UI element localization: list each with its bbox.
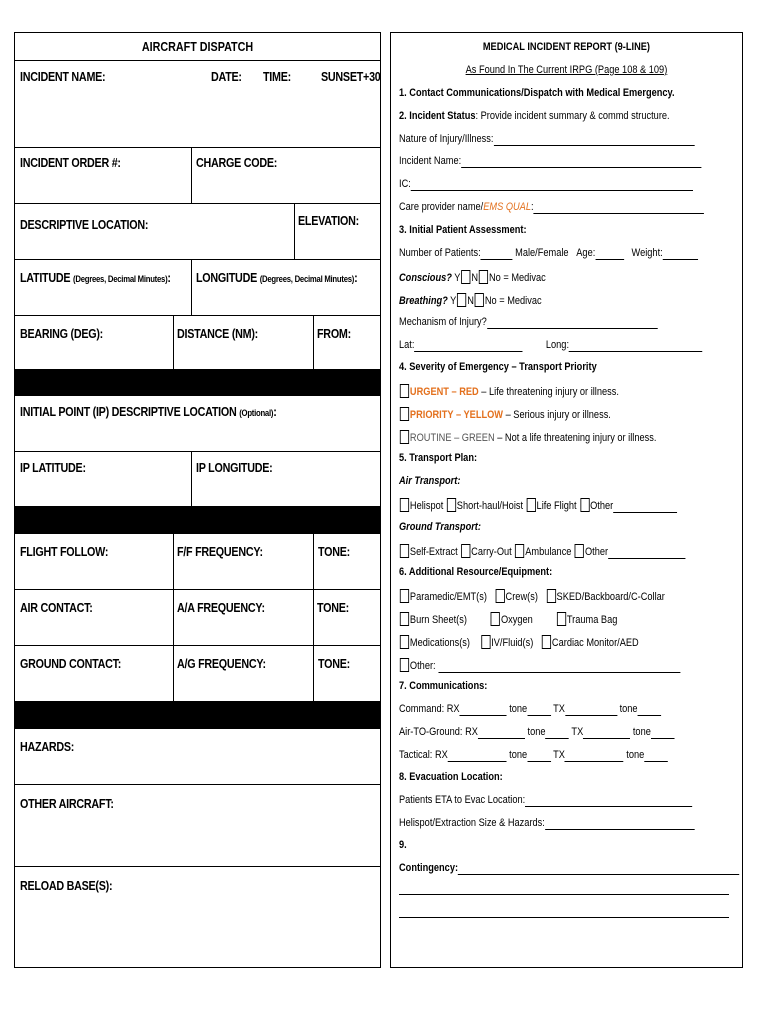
step-8: 8. Evacuation Location: (399, 771, 503, 783)
elevation-cell (294, 204, 382, 259)
iv-fluids-checkbox[interactable] (481, 635, 490, 649)
resource-other-checkbox[interactable] (400, 658, 409, 672)
ic-field[interactable] (411, 180, 693, 191)
lat-long-row (15, 259, 380, 315)
aa-frequency-label: A/A FREQUENCY: (177, 601, 265, 615)
trauma-bag-checkbox[interactable] (557, 612, 566, 626)
ground-other-checkbox[interactable] (575, 544, 584, 558)
care-provider-field[interactable] (534, 203, 705, 214)
ambulance-checkbox[interactable] (515, 544, 524, 558)
routine-checkbox[interactable] (400, 430, 409, 444)
tactical-rx-field[interactable] (448, 751, 507, 762)
longitude-cell (191, 260, 382, 315)
section-divider (15, 369, 380, 395)
short-haul-checkbox[interactable] (447, 498, 456, 512)
distance-label: DISTANCE (NM): (177, 327, 258, 341)
num-patients-field[interactable] (481, 249, 513, 260)
step-5: 5. Transport Plan: (399, 452, 478, 464)
incident-name-line: Incident Name: (399, 155, 701, 168)
patients-eta-line: Patients ETA to Evac Location: (399, 794, 692, 807)
aircraft-dispatch-title: AIRCRAFT DISPATCH (141, 40, 254, 54)
elevation-label: ELEVATION: (298, 214, 359, 228)
age-field[interactable] (595, 249, 624, 260)
life-flight-checkbox[interactable] (526, 498, 535, 512)
conscious-line: Conscious? Y N No = Medivac (399, 272, 546, 284)
incident-order-row (15, 147, 380, 203)
paramedic-checkbox[interactable] (400, 589, 409, 603)
step-3: 3. Initial Patient Assessment: (399, 224, 527, 236)
step-1: 1. Contact Communications/Dispatch with Medical Emergency. (399, 87, 675, 99)
lat-long-line: Lat: Long: (399, 339, 703, 352)
tone-label: TONE: (317, 601, 349, 615)
tactical-tx-tone-field[interactable] (644, 751, 668, 762)
routine-option: ROUTINE – GREEN – Not a life threatening injury or illness. (399, 430, 656, 445)
ag-frequency-label: A/G FREQUENCY: (177, 657, 266, 671)
tone-label: TONE: (318, 545, 350, 559)
ip-longitude-label: IP LONGITUDE: (196, 461, 273, 475)
hazards-row (15, 728, 380, 784)
ff-frequency-cell (173, 534, 313, 589)
hazards-label: HAZARDS: (20, 740, 75, 754)
air-other-field[interactable] (613, 502, 677, 513)
mechanism-field[interactable] (487, 318, 658, 329)
contingency-line-3[interactable] (399, 917, 729, 918)
resource-other-field[interactable] (438, 662, 680, 673)
mechanism-line: Mechanism of Injury? (399, 316, 657, 329)
ground-contact-label: GROUND CONTACT: (20, 657, 122, 671)
bearing-label: BEARING (DEG): (20, 327, 103, 341)
tactical-comm-line: Tactical: RX tone TX tone (399, 749, 668, 762)
step-2: 2. Incident Status: Provide incident summary & commd structure. (399, 110, 670, 122)
cardiac-monitor-checkbox[interactable] (542, 635, 551, 649)
urgent-checkbox[interactable] (400, 384, 409, 398)
oxygen-checkbox[interactable] (491, 612, 500, 626)
helispot-size-line: Helispot/Extraction Size & Hazards: (399, 817, 694, 830)
breathing-no-checkbox[interactable] (475, 293, 484, 307)
medical-incident-report-form (390, 32, 743, 968)
sunset-label: SUNSET+30 (321, 70, 381, 84)
nature-field[interactable] (494, 135, 695, 146)
from-label: FROM: (317, 327, 351, 341)
contingency-field[interactable] (458, 864, 739, 875)
air-contact-label: AIR CONTACT: (20, 601, 93, 615)
ground-transport-options: Self-Extract Carry-Out Ambulance Other (399, 544, 685, 559)
descriptive-location-row (15, 203, 380, 259)
tactical-tx-field[interactable] (565, 751, 624, 762)
flight-follow-label: FLIGHT FOLLOW: (20, 545, 109, 559)
conscious-yes-checkbox[interactable] (461, 270, 470, 284)
self-extract-checkbox[interactable] (400, 544, 409, 558)
command-comm-line: Command: RX tone TX tone (399, 703, 661, 716)
ground-other-field[interactable] (608, 548, 685, 559)
ip-location-row (15, 395, 380, 451)
atg-rx-field[interactable] (478, 728, 525, 739)
crew-checkbox[interactable] (495, 589, 504, 603)
care-provider-line: Care provider name/EMS QUAL: (399, 201, 704, 214)
contingency-line-2[interactable] (399, 894, 729, 895)
helispot-size-field[interactable] (545, 819, 695, 830)
descriptive-location-label: DESCRIPTIVE LOCATION: (20, 218, 149, 232)
other-aircraft-row (15, 784, 380, 866)
conscious-no-checkbox[interactable] (479, 270, 488, 284)
bearing-row (15, 315, 380, 369)
other-aircraft-label: OTHER AIRCRAFT: (20, 797, 114, 811)
urgent-option: URGENT – RED – Life threatening injury or illness. (399, 384, 619, 399)
carry-out-checkbox[interactable] (461, 544, 470, 558)
aircraft-dispatch-form (14, 32, 381, 968)
command-rx-tone-field[interactable] (527, 705, 551, 716)
ip-location-label: INITIAL POINT (IP) DESCRIPTIVE LOCATION (Optional): (20, 405, 277, 419)
command-tx-tone-field[interactable] (638, 705, 662, 716)
weight-field[interactable] (663, 249, 698, 260)
nature-of-injury-line: Nature of Injury/Illness: (399, 133, 694, 146)
resources-other-line: Other: (399, 658, 680, 673)
charge-code-cell (191, 148, 382, 203)
section-divider (15, 701, 380, 728)
step-7: 7. Communications: (399, 680, 488, 692)
breathing-yes-checkbox[interactable] (457, 293, 466, 307)
from-cell (313, 316, 382, 369)
air-transport-heading: Air Transport: (399, 475, 461, 487)
contingency-line: Contingency: (399, 862, 739, 875)
resources-row-3: Medications(s) IV/Fluid(s) Cardiac Monitor/AED (399, 635, 639, 650)
latitude-label: LATITUDE (Degrees, Decimal Minutes): (20, 271, 171, 285)
distance-cell (173, 316, 313, 369)
incident-name-label: INCIDENT NAME: (20, 70, 106, 84)
ff-frequency-label: F/F FREQUENCY: (177, 545, 263, 559)
atg-tx-field[interactable] (583, 728, 630, 739)
patient-count-line: Number of Patients: Male/Female Age: Weight: (399, 247, 698, 260)
burn-sheets-checkbox[interactable] (400, 612, 409, 626)
tone-label: TONE: (318, 657, 350, 671)
tone-cell (313, 534, 382, 589)
resources-row-1: Paramedic/EMT(s) Crew(s) SKED/Backboard/C-Collar (399, 589, 665, 604)
atg-tx-tone-field[interactable] (651, 728, 675, 739)
priority-checkbox[interactable] (400, 407, 409, 421)
helispot-checkbox[interactable] (400, 498, 409, 512)
step-6: 6. Additional Resource/Equipment: (399, 566, 553, 578)
medical-report-title: MEDICAL INCIDENT REPORT (9-LINE) (482, 41, 651, 53)
atg-rx-tone-field[interactable] (546, 728, 570, 739)
ip-latitude-label: IP LATITUDE: (20, 461, 86, 475)
date-label: DATE: (211, 70, 242, 84)
medications-checkbox[interactable] (400, 635, 409, 649)
time-label: TIME: (263, 70, 291, 84)
air-transport-options: Helispot Short-haul/Hoist Life Flight Other (399, 498, 677, 513)
ground-transport-heading: Ground Transport: (399, 521, 481, 533)
air-other-checkbox[interactable] (580, 498, 589, 512)
charge-code-label: CHARGE CODE: (196, 156, 278, 170)
step-4: 4. Severity of Emergency – Transport Priority (399, 361, 597, 373)
ic-line: IC: (399, 178, 693, 191)
tone-cell (313, 646, 382, 701)
command-tx-field[interactable] (565, 705, 617, 716)
aa-frequency-cell (173, 590, 313, 645)
tone-cell (313, 590, 382, 645)
resources-row-2: Burn Sheet(s) Oxygen Trauma Bag (399, 612, 617, 627)
air-contact-row (15, 589, 380, 645)
long-field[interactable] (569, 341, 703, 352)
incident-order-label: INCIDENT ORDER #: (20, 156, 121, 170)
patients-eta-field[interactable] (525, 796, 692, 807)
air-to-ground-comm-line: Air-TO-Ground: RX tone TX tone (399, 726, 674, 739)
ip-lat-long-row (15, 451, 380, 506)
incident-name-field[interactable] (461, 157, 701, 168)
command-rx-field[interactable] (460, 705, 507, 716)
section-divider (15, 506, 380, 533)
ag-frequency-cell (173, 646, 313, 701)
medical-report-subtitle: As Found In The Current IRPG (Page 108 & 109) (465, 64, 668, 76)
step-9: 9. (399, 839, 407, 851)
longitude-label: LONGITUDE (Degrees, Decimal Minutes): (196, 271, 358, 285)
flight-follow-row (15, 533, 380, 589)
priority-option: PRIORITY – YELLOW – Serious injury or illness. (399, 407, 611, 422)
reload-base-label: RELOAD BASE(S): (20, 879, 113, 893)
ip-longitude-cell (191, 452, 382, 506)
sked-checkbox[interactable] (546, 589, 555, 603)
ground-contact-row (15, 645, 380, 701)
breathing-line: Breathing? Y N No = Medivac (399, 295, 542, 307)
tactical-rx-tone-field[interactable] (527, 751, 551, 762)
lat-field[interactable] (414, 341, 522, 352)
reload-base-row (15, 866, 380, 967)
